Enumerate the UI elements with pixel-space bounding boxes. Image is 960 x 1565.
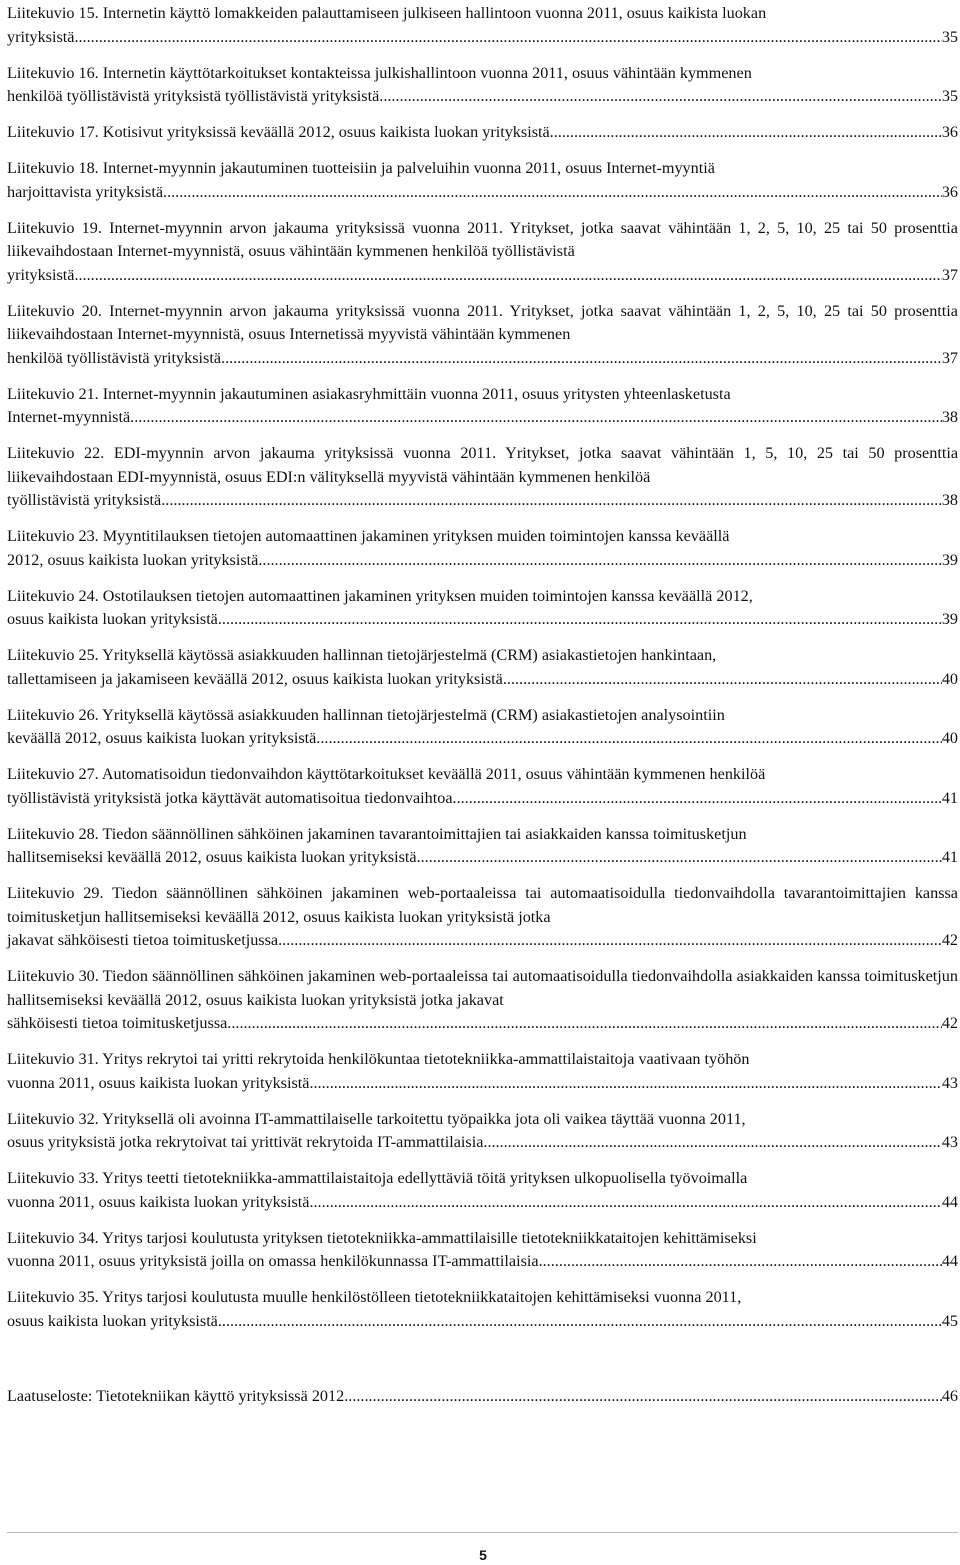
entry-page-number: 38 xyxy=(941,408,958,426)
entry-title-end: osuus kaikista luokan yrityksistä. xyxy=(7,610,222,628)
dot-leader xyxy=(222,608,942,632)
entry-page-number: 39 xyxy=(941,550,958,569)
dot-leader xyxy=(320,727,941,751)
table-of-figures xyxy=(7,2,958,1421)
page-number: 5 xyxy=(479,1547,487,1563)
entry-title: Liitekuvio 34. Yritys tarjosi koulutusta yrityksen tietotekniikka-ammattilaisille tietotekniikkataitojen kehittämiseksi xyxy=(7,1228,757,1247)
entry-title-end: vuonna 2011, osuus kaikista luokan yrityksistä. xyxy=(7,1192,314,1211)
dot-leader xyxy=(222,1310,942,1334)
entry-title: Liitekuvio 20. Internet-myynnin arvon jakauma yrityksissä vuonna 2011. Yritykset, jotka saavat vähintään 1, 2, 5, 10, 25 tai 50 prosenttia liikevaihdostaan Internet-myynnistä, osuus Internetissä myyvistä vähintään kymmenen xyxy=(7,301,958,343)
toc-entry[interactable] xyxy=(7,62,958,109)
entry-title: Liitekuvio 22. EDI-myynnin arvon jakauma yrityksissä vuonna 2011. Yritykset, jotka saavat vähintään 1, 5, 10, 25 tai 50 prosenttia liikevaihdostaan EDI-myynnistä, osuus EDI:n välityksellä myyvistä vähintään kymmenen henkilöä xyxy=(7,444,958,486)
dot-leader xyxy=(165,489,942,513)
entry-title: Liitekuvio 31. Yritys rekrytoi tai yritti rekrytoida henkilökuntaa tietotekniikka-ammattilaistaitoja vaativaan työhön xyxy=(7,1050,750,1068)
dot-leader xyxy=(383,85,941,109)
toc-entry[interactable] xyxy=(7,965,958,1036)
figure-list xyxy=(7,2,958,1333)
toc-entry[interactable] xyxy=(7,704,958,751)
entry-title-end: yrityksistä. xyxy=(7,265,79,284)
entry-title-end: osuus yrityksistä jotka rekrytoivat tai yrittivät rekrytoida IT-ammattilaisia. xyxy=(7,1133,488,1151)
entry-page-number: 36 xyxy=(941,123,958,141)
footer-divider xyxy=(7,1532,958,1533)
dot-leader xyxy=(262,549,941,573)
entry-page-number: 41 xyxy=(941,848,958,866)
entry-title-end: osuus kaikista luokan yrityksistä. xyxy=(7,1311,222,1330)
entry-title: Liitekuvio 30. Tiedon säännöllinen sähköinen jakaminen web-portaaleissa tai automaatisoidulla tiedonvaihdolla asiakkaiden kanssa toimitusketjun hallitsemiseksi keväällä 2012, osuus kaikista luokan yrityksistä jotka jakavat xyxy=(7,967,958,1009)
entry-page-number: 36 xyxy=(941,182,958,201)
dot-leader xyxy=(314,1191,942,1215)
dot-leader xyxy=(457,787,942,811)
entry-title: Liitekuvio 29. Tiedon säännöllinen sähköinen jakaminen web-portaaleissa tai automaatisoidulla tiedonvaihdolla tavarantoimittajien kanssa toimitusketjun hallitsemiseksi keväällä 2012, osuus kaikista luokan yrityksistä jotka xyxy=(7,884,958,926)
toc-entry[interactable] xyxy=(7,644,958,691)
dot-leader xyxy=(554,121,942,145)
entry-page-number: 40 xyxy=(941,729,958,747)
dot-leader xyxy=(225,347,942,371)
entry-page-number: 43 xyxy=(941,1073,958,1092)
toc-entry[interactable] xyxy=(7,823,958,870)
entry-title: Liitekuvio 35. Yritys tarjosi koulutusta muulle henkilöstölleen tietotekniikkataitojen kehittämiseksi vuonna 2011, xyxy=(7,1288,742,1306)
entry-title: Liitekuvio 27. Automatisoidun tiedonvaihdon käyttötarkoitukset keväällä 2011, osuus vähintään kymmenen henkilöä xyxy=(7,765,766,783)
quality-report-entry[interactable] xyxy=(7,1385,958,1409)
entry-page-number: 35 xyxy=(941,27,958,46)
toc-entry[interactable] xyxy=(7,442,958,513)
entry-page-number: 45 xyxy=(941,1311,958,1330)
toc-entry[interactable] xyxy=(7,763,958,810)
entry-title-end: työllistävistä yrityksistä jotka käyttävät automatisoitua tiedonvaihtoa. xyxy=(7,788,457,807)
dot-leader xyxy=(543,1250,942,1274)
entry-title-end: jakavat sähköisesti tietoa toimitusketjussa. xyxy=(7,931,283,949)
entry-title: Liitekuvio 18. Internet-myynnin jakautuminen tuotteisiin ja palveluihin vuonna 2011, osuus Internet-myyntiä xyxy=(7,159,715,177)
entry-title: Laatuseloste: Tietotekniikan käyttö yrityksissä 2012. xyxy=(7,1387,349,1405)
entry-title-end: hallitsemiseksi keväällä 2012, osuus kaikista luokan yrityksistä. xyxy=(7,848,421,866)
toc-entry[interactable] xyxy=(7,1167,958,1214)
entry-title-end: 2012, osuus kaikista luokan yrityksistä. xyxy=(7,550,263,569)
dot-leader xyxy=(487,1131,941,1155)
entry-title-end: Internet-myynnistä. xyxy=(7,408,135,426)
toc-entry[interactable] xyxy=(7,2,958,49)
entry-title-end: sähköisesti tietoa toimitusketjussa. xyxy=(7,1014,232,1032)
entry-title-end: vuonna 2011, osuus kaikista luokan yrityksistä. xyxy=(7,1073,314,1092)
entry-title-end: Liitekuvio 17. Kotisivut yrityksissä keväällä 2012, osuus kaikista luokan yrityksistä. xyxy=(7,123,554,141)
dot-leader xyxy=(231,1012,941,1036)
toc-entry[interactable] xyxy=(7,383,958,430)
entry-title-end: yrityksistä. xyxy=(7,27,79,46)
entry-title-end: työllistävistä yrityksistä. xyxy=(7,491,166,509)
dot-leader xyxy=(79,26,942,50)
entry-page-number: 43 xyxy=(941,1133,958,1151)
entry-title: Liitekuvio 21. Internet-myynnin jakautuminen asiakasryhmittäin vuonna 2011, osuus yritysten yhteenlasketusta xyxy=(7,384,731,403)
entry-page-number: 46 xyxy=(941,1387,958,1405)
entry-title: Liitekuvio 32. Yrityksellä oli avoinna IT-ammattilaiselle tarkoitettu työpaikka jota oli vaikea täyttää vuonna 2011, xyxy=(7,1109,746,1128)
entry-page-number: 44 xyxy=(941,1192,958,1211)
entry-title: Liitekuvio 23. Myyntitilauksen tietojen automaattinen jakaminen yrityksen muiden toimintojen kanssa keväällä xyxy=(7,527,730,545)
toc-entry[interactable] xyxy=(7,585,958,632)
toc-entry[interactable] xyxy=(7,300,958,371)
dot-leader xyxy=(167,181,942,205)
toc-entry[interactable] xyxy=(7,157,958,204)
entry-title-end: harjoittavista yrityksistä. xyxy=(7,182,168,201)
toc-entry[interactable] xyxy=(7,217,958,288)
entry-title-end: keväällä 2012, osuus kaikista luokan yrityksistä. xyxy=(7,729,321,747)
dot-leader xyxy=(134,406,942,430)
entry-page-number: 41 xyxy=(941,788,958,807)
toc-entry[interactable] xyxy=(7,1286,958,1333)
entry-page-number: 42 xyxy=(941,1014,958,1032)
dot-leader xyxy=(507,668,942,692)
entry-page-number: 38 xyxy=(941,491,958,509)
entry-title: Liitekuvio 25. Yrityksellä käytössä asiakkuuden hallinnan tietojärjestelmä (CRM) asiakastietojen hankintaan, xyxy=(7,646,717,664)
entry-page-number: 40 xyxy=(941,669,958,688)
dot-leader xyxy=(79,264,942,288)
toc-entry[interactable] xyxy=(7,525,958,572)
entry-title: Liitekuvio 19. Internet-myynnin arvon jakauma yrityksissä vuonna 2011. Yritykset, jotka saavat vähintään 1, 2, 5, 10, 25 tai 50 prosenttia liikevaihdostaan Internet-myynnistä, osuus vähintään kymmenen henkilöä työllistävistä xyxy=(7,218,958,260)
entry-title-end: tallettamiseen ja jakamiseen keväällä 2012, osuus kaikista luokan yrityksistä. xyxy=(7,669,507,688)
dot-leader xyxy=(348,1385,942,1409)
entry-page-number: 42 xyxy=(941,931,958,949)
entry-title: Liitekuvio 15. Internetin käyttö lomakkeiden palauttamiseen julkiseen hallintoon vuonna 2011, osuus kaikista luokan xyxy=(7,4,767,22)
dot-leader xyxy=(421,846,942,870)
toc-entry[interactable] xyxy=(7,882,958,953)
entry-page-number: 44 xyxy=(941,1252,958,1270)
entry-page-number: 37 xyxy=(941,265,958,284)
entry-page-number: 37 xyxy=(941,348,958,367)
dot-leader xyxy=(282,929,942,953)
toc-entry[interactable] xyxy=(7,121,958,145)
entry-title-end: vuonna 2011, osuus yrityksistä joilla on omassa henkilökunnassa IT-ammattilaisia. xyxy=(7,1252,543,1270)
entry-page-number: 39 xyxy=(941,610,958,628)
toc-entry[interactable] xyxy=(7,1227,958,1274)
entry-title: Liitekuvio 24. Ostotilauksen tietojen automaattinen jakaminen yrityksen muiden toimintojen kanssa keväällä 2012, xyxy=(7,586,753,605)
entry-title: Liitekuvio 26. Yrityksellä käytössä asiakkuuden hallinnan tietojärjestelmä (CRM) asiakastietojen analysointiin xyxy=(7,705,725,724)
entry-page-number: 35 xyxy=(941,87,958,105)
entry-title-end: henkilöä työllistävistä yrityksistä. xyxy=(7,348,226,367)
entry-title: Liitekuvio 33. Yritys teetti tietotekniikka-ammattilaistaitoja edellyttäviä töitä yrityksen ulkopuolisella työvoimalla xyxy=(7,1169,748,1187)
entry-title: Liitekuvio 28. Tiedon säännöllinen sähköinen jakaminen tavarantoimittajien tai asiakkaiden kanssa toimitusketjun xyxy=(7,824,747,843)
dot-leader xyxy=(314,1072,942,1096)
toc-entry[interactable] xyxy=(7,1108,958,1155)
entry-title: Liitekuvio 16. Internetin käyttötarkoitukset kontakteissa julkishallintoon vuonna 2011, osuus vähintään kymmenen xyxy=(7,63,752,82)
toc-entry[interactable] xyxy=(7,1048,958,1095)
entry-title-end: henkilöä työllistävistä yrityksistä työllistävistä yrityksistä. xyxy=(7,87,384,105)
